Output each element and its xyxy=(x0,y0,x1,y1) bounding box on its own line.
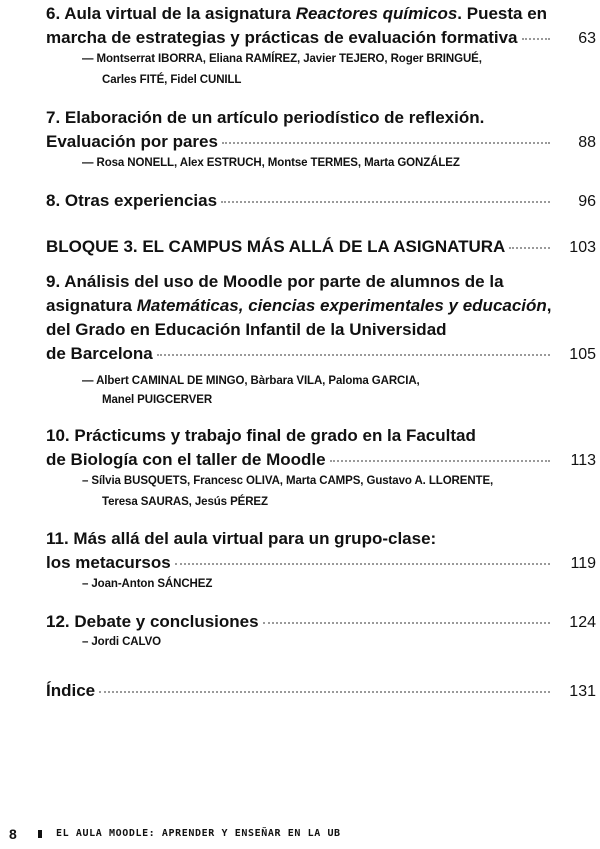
toc-authors: Carles FITÉ, Fidel CUNILL xyxy=(102,74,242,86)
footer-square-icon xyxy=(38,830,42,838)
page-number: 8 xyxy=(9,826,18,842)
title-text: 7. Elaboración de un artículo periodístico de reflexión. xyxy=(46,108,485,127)
dot-leader xyxy=(221,200,550,203)
toc-entry-title-line xyxy=(46,527,596,551)
toc-entry-title-line xyxy=(46,679,596,703)
title-italic-text: Reactores químicos xyxy=(295,4,458,23)
dot-leader xyxy=(522,37,550,40)
title-text: Índice xyxy=(46,681,96,700)
toc-title-text xyxy=(46,448,326,472)
toc-title-text xyxy=(46,235,505,259)
toc-entry-title-line xyxy=(46,130,596,154)
toc-entry-title-line xyxy=(46,551,596,575)
title-text: del Grado en Educación Infantil de la Universidad xyxy=(46,320,447,339)
toc-page-number: 113 xyxy=(570,452,596,469)
toc-entry-title-line xyxy=(46,318,596,342)
toc-title-text xyxy=(46,189,217,213)
title-text: asignatura xyxy=(46,296,137,315)
title-italic-text: Matemáticas, ciencias experimentales y educación xyxy=(136,296,547,315)
toc-entry-title-line xyxy=(46,2,596,26)
toc-authors: – Jordi CALVO xyxy=(82,636,161,648)
toc-entry-title-line xyxy=(46,294,596,318)
toc-authors: — Rosa NONELL, Alex ESTRUCH, Montse TERMES, Marta GONZÁLEZ xyxy=(82,157,460,169)
title-text: 11. Más allá del aula virtual para un grupo-clase: xyxy=(46,529,437,548)
toc-entry-title-line xyxy=(46,235,596,259)
toc-entry-title-line xyxy=(46,189,596,213)
title-text: de Biología con el taller de Moodle xyxy=(46,450,326,469)
toc-entry-title-line xyxy=(46,448,596,472)
toc-title-text xyxy=(46,130,218,154)
toc-title-text xyxy=(46,2,547,26)
toc-entry-title-line xyxy=(46,270,596,294)
toc-authors: – Sílvia BUSQUETS, Francesc OLIVA, Marta CAMPS, Gustavo A. LLORENTE, xyxy=(82,475,494,487)
toc-page-number: 96 xyxy=(578,193,596,210)
toc-page-number: 88 xyxy=(578,134,596,151)
toc-title-text xyxy=(46,342,153,366)
toc-title-text xyxy=(46,527,436,551)
toc-title-text xyxy=(46,679,95,703)
toc-authors: — Montserrat IBORRA, Eliana RAMÍREZ, Javier TEJERO, Roger BRINGUÉ, xyxy=(82,53,482,65)
dot-leader xyxy=(157,353,550,356)
toc-title-text xyxy=(46,424,476,448)
toc-title-text xyxy=(46,318,447,342)
toc-page-number: 103 xyxy=(569,239,596,256)
title-text: los metacursos xyxy=(46,553,171,572)
title-trailing-text: , xyxy=(546,296,552,315)
title-text: BLOQUE 3. EL CAMPUS MÁS ALLÁ DE LA ASIGNATURA xyxy=(46,237,506,256)
toc-page-number: 131 xyxy=(569,683,596,700)
dot-leader xyxy=(175,562,550,565)
toc-page-number: 105 xyxy=(569,346,596,363)
toc-page-number: 63 xyxy=(578,30,596,47)
toc-authors: Manel PUIGCERVER xyxy=(102,394,213,406)
toc-authors: Teresa SAURAS, Jesús PÉREZ xyxy=(102,496,268,508)
running-title: EL AULA MOODLE: APRENDER Y ENSEÑAR EN LA UB xyxy=(56,828,341,839)
title-text: 6. Aula virtual de la asignatura xyxy=(46,4,296,23)
title-trailing-text: . Puesta en xyxy=(457,4,548,23)
toc-entry-title-line xyxy=(46,610,596,634)
toc-entry-title-line xyxy=(46,26,596,50)
page-footer xyxy=(0,826,600,846)
title-text: Evaluación por pares xyxy=(46,132,218,151)
dot-leader xyxy=(330,459,550,462)
toc-title-text xyxy=(46,26,518,50)
dot-leader xyxy=(263,621,550,624)
title-text: 9. Análisis del uso de Moodle por parte de alumnos de la xyxy=(46,272,504,291)
toc-title-text xyxy=(46,294,552,318)
toc-entry-title-line xyxy=(46,106,596,130)
toc-title-text xyxy=(46,270,504,294)
title-text: 12. Debate y conclusiones xyxy=(46,612,259,631)
toc-title-text xyxy=(46,610,259,634)
toc-entry-title-line xyxy=(46,424,596,448)
dot-leader xyxy=(99,690,550,693)
toc-authors: – Joan-Anton SÁNCHEZ xyxy=(82,578,213,590)
toc-authors: — Albert CAMINAL DE MINGO, Bàrbara VILA, Paloma GARCIA, xyxy=(82,375,420,387)
title-text: marcha de estrategias y prácticas de evaluación formativa xyxy=(46,28,518,47)
toc-entry-title-line xyxy=(46,342,596,366)
toc-page-number: 119 xyxy=(570,555,596,572)
dot-leader xyxy=(222,141,550,144)
title-text: de Barcelona xyxy=(46,344,153,363)
dot-leader xyxy=(509,246,550,249)
toc-page-number: 124 xyxy=(569,614,596,631)
toc-title-text xyxy=(46,106,484,130)
toc-title-text xyxy=(46,551,171,575)
title-text: 8. Otras experiencias xyxy=(46,191,218,210)
title-text: 10. Prácticums y trabajo final de grado en la Facultad xyxy=(46,426,476,445)
